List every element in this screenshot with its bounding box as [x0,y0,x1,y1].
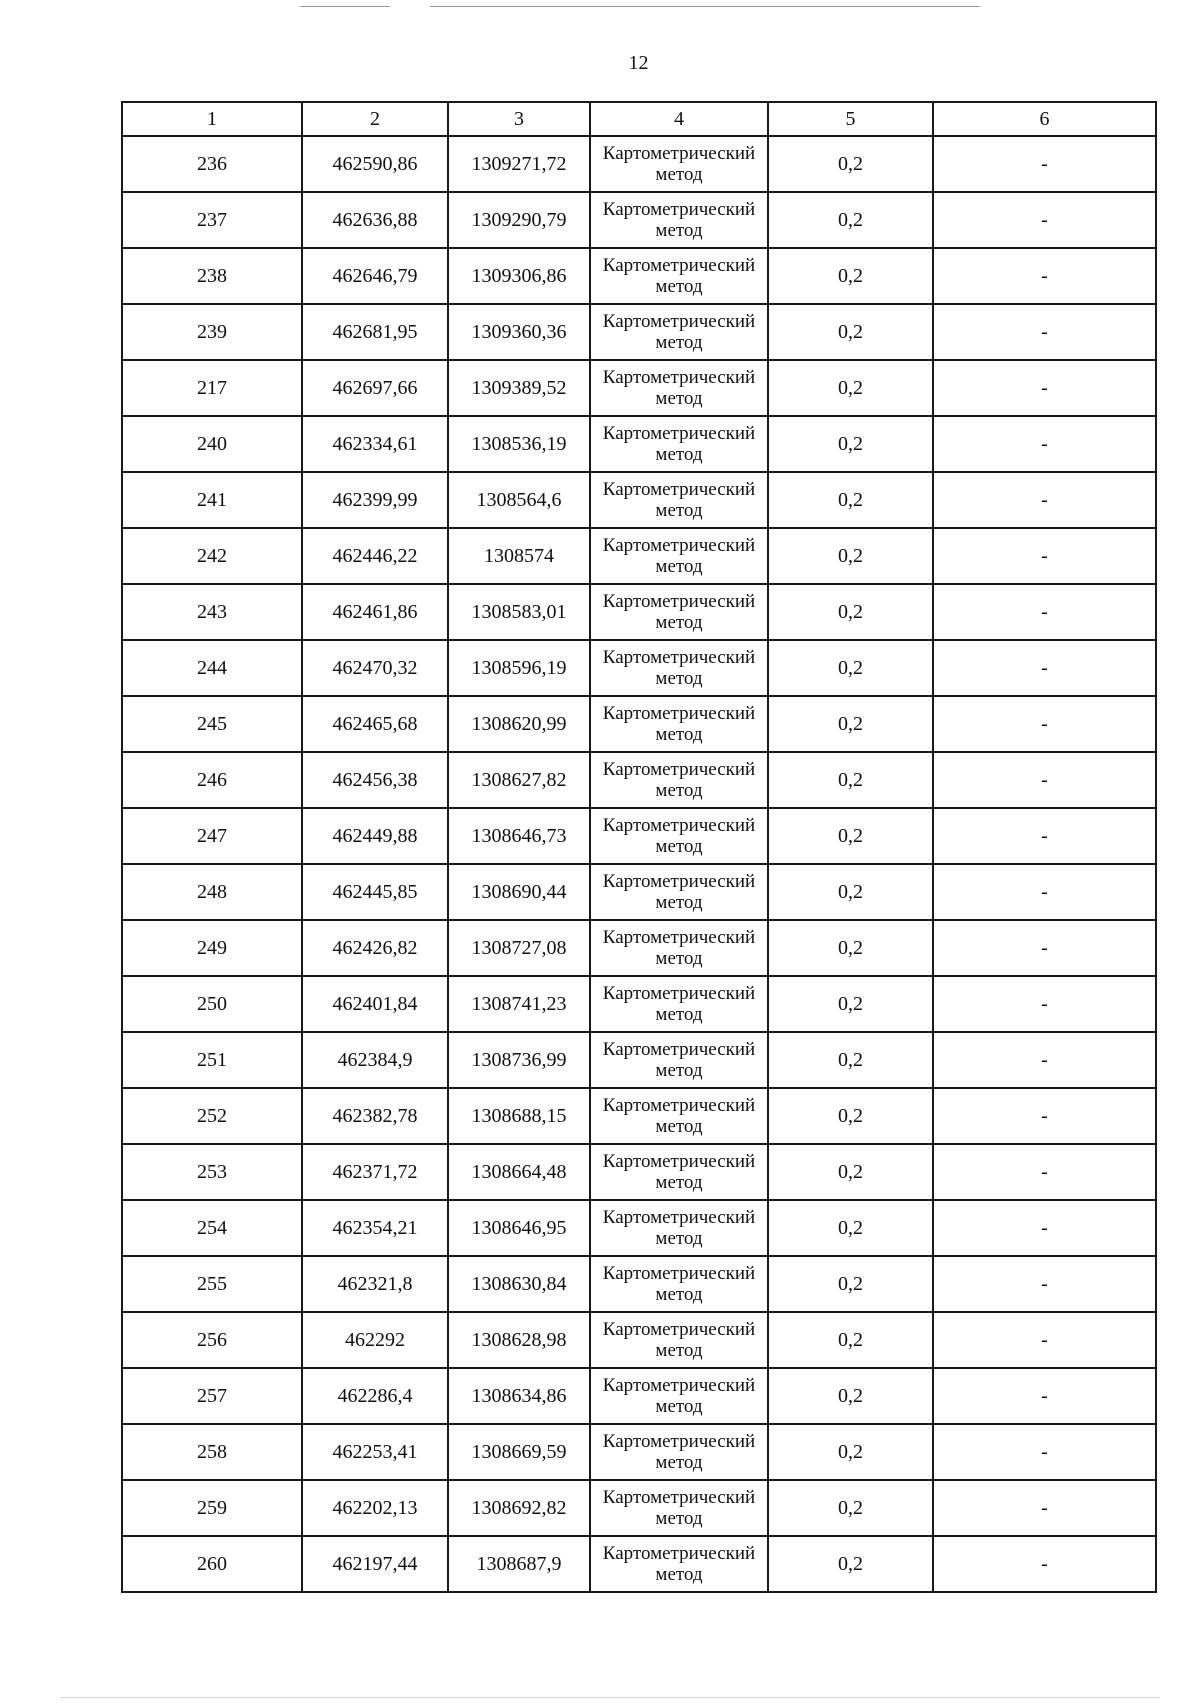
y-coordinate-cell: 1308583,01 [448,584,590,640]
table-row [122,1032,1156,1088]
table-row [122,1424,1156,1480]
method-cell [590,1088,768,1144]
point-number-cell: 246 [122,752,302,808]
note-cell: - [933,136,1156,192]
method-cell [590,976,768,1032]
method-line-2: метод [655,500,703,521]
method-line-1: Картометрический [602,1095,756,1116]
x-coordinate-cell: 462446,22 [302,528,448,584]
method-line-1: Картометрический [602,703,756,724]
method-cell [590,1536,768,1592]
column-header: 3 [448,102,590,136]
y-coordinate-cell: 1309360,36 [448,304,590,360]
method-cell [590,360,768,416]
y-coordinate-cell: 1309271,72 [448,136,590,192]
point-number-cell: 217 [122,360,302,416]
column-header: 4 [590,102,768,136]
method-cell [590,1312,768,1368]
accuracy-cell: 0,2 [768,1480,933,1536]
table-row [122,1312,1156,1368]
method-line-2: метод [655,220,703,241]
table-row [122,192,1156,248]
method-cell [590,1480,768,1536]
method-line-1: Картометрический [602,591,756,612]
column-header: 6 [933,102,1156,136]
method-line-1: Картометрический [602,647,756,668]
method-cell [590,1368,768,1424]
table-row [122,1256,1156,1312]
method-line-2: метод [655,388,703,409]
point-number-cell: 238 [122,248,302,304]
x-coordinate-cell: 462321,8 [302,1256,448,1312]
y-coordinate-cell: 1309389,52 [448,360,590,416]
column-header: 2 [302,102,448,136]
table-row [122,920,1156,976]
method-line-2: метод [655,1340,703,1361]
point-number-cell: 252 [122,1088,302,1144]
table-row [122,1088,1156,1144]
x-coordinate-cell: 462382,78 [302,1088,448,1144]
x-coordinate-cell: 462470,32 [302,640,448,696]
point-number-cell: 247 [122,808,302,864]
point-number-cell: 256 [122,1312,302,1368]
x-coordinate-cell: 462371,72 [302,1144,448,1200]
method-cell [590,1424,768,1480]
accuracy-cell: 0,2 [768,248,933,304]
point-number-cell: 253 [122,1144,302,1200]
y-coordinate-cell: 1308630,84 [448,1256,590,1312]
method-line-2: метод [655,948,703,969]
method-line-2: метод [655,780,703,801]
method-cell [590,696,768,752]
point-number-cell: 259 [122,1480,302,1536]
table-row [122,808,1156,864]
method-line-1: Картометрический [602,1319,756,1340]
x-coordinate-cell: 462465,68 [302,696,448,752]
point-number-cell: 241 [122,472,302,528]
method-cell [590,136,768,192]
note-cell: - [933,472,1156,528]
y-coordinate-cell: 1308727,08 [448,920,590,976]
note-cell: - [933,1424,1156,1480]
point-number-cell: 249 [122,920,302,976]
accuracy-cell: 0,2 [768,640,933,696]
note-cell: - [933,1536,1156,1592]
note-cell: - [933,1144,1156,1200]
table-row [122,864,1156,920]
y-coordinate-cell: 1308628,98 [448,1312,590,1368]
table-row [122,1480,1156,1536]
x-coordinate-cell: 462286,4 [302,1368,448,1424]
method-cell [590,640,768,696]
point-number-cell: 236 [122,136,302,192]
point-number-cell: 250 [122,976,302,1032]
point-number-cell: 257 [122,1368,302,1424]
y-coordinate-cell: 1308646,95 [448,1200,590,1256]
method-line-2: метод [655,1060,703,1081]
y-coordinate-cell: 1308564,6 [448,472,590,528]
table-row [122,472,1156,528]
accuracy-cell: 0,2 [768,920,933,976]
method-line-1: Картометрический [602,143,756,164]
y-coordinate-cell: 1308627,82 [448,752,590,808]
method-cell [590,752,768,808]
point-number-cell: 240 [122,416,302,472]
note-cell: - [933,640,1156,696]
scan-artifact-top [430,6,980,7]
y-coordinate-cell: 1308736,99 [448,1032,590,1088]
method-line-1: Картометрический [602,927,756,948]
method-line-1: Картометрический [602,311,756,332]
coordinates-table [121,101,1157,1593]
x-coordinate-cell: 462681,95 [302,304,448,360]
method-line-1: Картометрический [602,759,756,780]
method-line-1: Картометрический [602,199,756,220]
table-row [122,1536,1156,1592]
point-number-cell: 258 [122,1424,302,1480]
method-cell [590,1256,768,1312]
y-coordinate-cell: 1308741,23 [448,976,590,1032]
accuracy-cell: 0,2 [768,360,933,416]
column-header: 5 [768,102,933,136]
x-coordinate-cell: 462401,84 [302,976,448,1032]
note-cell: - [933,1256,1156,1312]
accuracy-cell: 0,2 [768,528,933,584]
y-coordinate-cell: 1308669,59 [448,1424,590,1480]
point-number-cell: 242 [122,528,302,584]
point-number-cell: 255 [122,1256,302,1312]
method-line-2: метод [655,1228,703,1249]
method-line-1: Картометрический [602,815,756,836]
accuracy-cell: 0,2 [768,752,933,808]
accuracy-cell: 0,2 [768,1256,933,1312]
note-cell: - [933,1032,1156,1088]
method-line-2: метод [655,1172,703,1193]
x-coordinate-cell: 462636,88 [302,192,448,248]
accuracy-cell: 0,2 [768,1032,933,1088]
method-cell [590,248,768,304]
table-row [122,304,1156,360]
y-coordinate-cell: 1308574 [448,528,590,584]
method-cell [590,416,768,472]
note-cell: - [933,528,1156,584]
x-coordinate-cell: 462399,99 [302,472,448,528]
scan-artifact-top [300,6,390,7]
page-number: 12 [628,52,649,74]
x-coordinate-cell: 462456,38 [302,752,448,808]
table-row [122,416,1156,472]
method-line-2: метод [655,836,703,857]
accuracy-cell: 0,2 [768,416,933,472]
table-row [122,640,1156,696]
point-number-cell: 244 [122,640,302,696]
column-header: 1 [122,102,302,136]
accuracy-cell: 0,2 [768,1368,933,1424]
accuracy-cell: 0,2 [768,304,933,360]
table-row [122,360,1156,416]
table-row [122,248,1156,304]
method-cell [590,528,768,584]
method-line-2: метод [655,612,703,633]
x-coordinate-cell: 462202,13 [302,1480,448,1536]
y-coordinate-cell: 1308596,19 [448,640,590,696]
x-coordinate-cell: 462197,44 [302,1536,448,1592]
note-cell: - [933,752,1156,808]
note-cell: - [933,976,1156,1032]
accuracy-cell: 0,2 [768,192,933,248]
x-coordinate-cell: 462334,61 [302,416,448,472]
method-cell [590,920,768,976]
method-line-1: Картометрический [602,479,756,500]
note-cell: - [933,808,1156,864]
method-line-1: Картометрический [602,535,756,556]
point-number-cell: 243 [122,584,302,640]
method-cell [590,808,768,864]
method-cell [590,1032,768,1088]
y-coordinate-cell: 1308664,48 [448,1144,590,1200]
note-cell: - [933,584,1156,640]
point-number-cell: 260 [122,1536,302,1592]
accuracy-cell: 0,2 [768,808,933,864]
method-line-1: Картометрический [602,367,756,388]
method-line-2: метод [655,668,703,689]
table-row [122,584,1156,640]
table-row [122,752,1156,808]
method-line-1: Картометрический [602,1431,756,1452]
note-cell: - [933,360,1156,416]
y-coordinate-cell: 1308687,9 [448,1536,590,1592]
table-row [122,976,1156,1032]
accuracy-cell: 0,2 [768,1144,933,1200]
method-line-2: метод [655,1116,703,1137]
note-cell: - [933,696,1156,752]
method-line-2: метод [655,1396,703,1417]
method-line-1: Картометрический [602,1543,756,1564]
note-cell: - [933,864,1156,920]
method-cell [590,472,768,528]
accuracy-cell: 0,2 [768,976,933,1032]
note-cell: - [933,416,1156,472]
method-line-1: Картометрический [602,1039,756,1060]
method-line-2: метод [655,1004,703,1025]
x-coordinate-cell: 462384,9 [302,1032,448,1088]
table-row [122,1200,1156,1256]
note-cell: - [933,1200,1156,1256]
y-coordinate-cell: 1308536,19 [448,416,590,472]
y-coordinate-cell: 1308690,44 [448,864,590,920]
table-row [122,1368,1156,1424]
y-coordinate-cell: 1309306,86 [448,248,590,304]
method-cell [590,1200,768,1256]
x-coordinate-cell: 462354,21 [302,1200,448,1256]
table-row [122,696,1156,752]
table-row [122,1144,1156,1200]
method-line-2: метод [655,556,703,577]
table-body [122,136,1156,1592]
y-coordinate-cell: 1308688,15 [448,1088,590,1144]
x-coordinate-cell: 462253,41 [302,1424,448,1480]
point-number-cell: 245 [122,696,302,752]
method-line-1: Картометрический [602,1375,756,1396]
x-coordinate-cell: 462449,88 [302,808,448,864]
x-coordinate-cell: 462426,82 [302,920,448,976]
method-line-2: метод [655,892,703,913]
x-coordinate-cell: 462445,85 [302,864,448,920]
method-cell [590,864,768,920]
note-cell: - [933,304,1156,360]
method-line-2: метод [655,1508,703,1529]
y-coordinate-cell: 1308620,99 [448,696,590,752]
x-coordinate-cell: 462461,86 [302,584,448,640]
table-row [122,528,1156,584]
method-line-2: метод [655,276,703,297]
method-line-2: метод [655,332,703,353]
method-line-2: метод [655,444,703,465]
point-number-cell: 251 [122,1032,302,1088]
accuracy-cell: 0,2 [768,1312,933,1368]
note-cell: - [933,1312,1156,1368]
note-cell: - [933,248,1156,304]
method-cell [590,584,768,640]
method-line-2: метод [655,724,703,745]
accuracy-cell: 0,2 [768,1424,933,1480]
note-cell: - [933,192,1156,248]
point-number-cell: 237 [122,192,302,248]
accuracy-cell: 0,2 [768,1536,933,1592]
x-coordinate-cell: 462292 [302,1312,448,1368]
accuracy-cell: 0,2 [768,696,933,752]
method-cell [590,192,768,248]
note-cell: - [933,920,1156,976]
accuracy-cell: 0,2 [768,472,933,528]
method-line-1: Картометрический [602,983,756,1004]
accuracy-cell: 0,2 [768,864,933,920]
method-line-2: метод [655,1452,703,1473]
accuracy-cell: 0,2 [768,584,933,640]
x-coordinate-cell: 462697,66 [302,360,448,416]
method-line-2: метод [655,1284,703,1305]
note-cell: - [933,1368,1156,1424]
point-number-cell: 254 [122,1200,302,1256]
accuracy-cell: 0,2 [768,136,933,192]
method-line-1: Картометрический [602,1151,756,1172]
method-line-1: Картометрический [602,871,756,892]
scan-artifact-bottom [60,1697,1160,1698]
note-cell: - [933,1480,1156,1536]
y-coordinate-cell: 1308646,73 [448,808,590,864]
method-line-1: Картометрический [602,423,756,444]
method-line-2: метод [655,164,703,185]
method-line-2: метод [655,1564,703,1585]
y-coordinate-cell: 1309290,79 [448,192,590,248]
point-number-cell: 248 [122,864,302,920]
method-line-1: Картометрический [602,1487,756,1508]
method-cell [590,1144,768,1200]
accuracy-cell: 0,2 [768,1200,933,1256]
y-coordinate-cell: 1308634,86 [448,1368,590,1424]
accuracy-cell: 0,2 [768,1088,933,1144]
method-cell [590,304,768,360]
method-line-1: Картометрический [602,1207,756,1228]
method-line-1: Картометрический [602,255,756,276]
method-line-1: Картометрический [602,1263,756,1284]
point-number-cell: 239 [122,304,302,360]
header-row [122,102,1156,136]
x-coordinate-cell: 462590,86 [302,136,448,192]
y-coordinate-cell: 1308692,82 [448,1480,590,1536]
note-cell: - [933,1088,1156,1144]
x-coordinate-cell: 462646,79 [302,248,448,304]
table-row [122,136,1156,192]
